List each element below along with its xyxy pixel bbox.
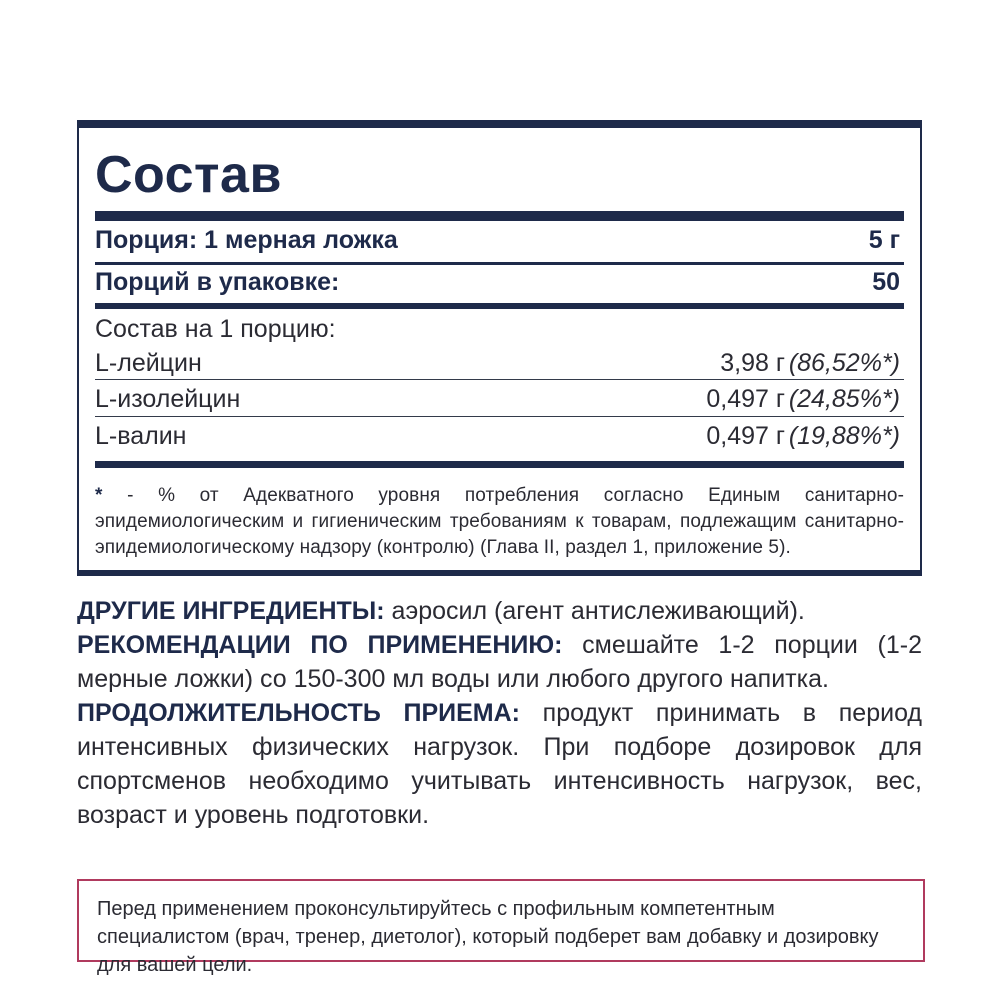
ingredient-row (95, 384, 900, 414)
usage-heading: РЕКОМЕНДАЦИИ ПО ПРИМЕНЕНИЮ: (77, 631, 563, 659)
ingredient-name: L-изолейцин (95, 385, 241, 413)
ingredient-percent: (24,85%*) (788, 385, 900, 413)
servings-per-pack-label: Порций в упаковке: (95, 268, 340, 296)
title-divider (95, 211, 904, 221)
ingredient-row (95, 421, 900, 451)
footnote-divider (95, 461, 904, 468)
footnote-text: - % от Адекватного уровня потребления согласно Единым санитарно-эпидемиологическим и гигиеническим требованиям к товарам, подлежащим санитарно-эпидемиологическому надзору (контролю) (Глава II, раздел 1, приложение 5). (95, 485, 904, 558)
servings-per-pack-value: 50 (872, 268, 900, 296)
footnote (95, 483, 904, 561)
footnote-marker: * (95, 485, 103, 506)
composition-title: Состав (95, 146, 282, 204)
product-info (77, 594, 922, 832)
servings-per-pack-row (95, 267, 900, 297)
ingredient-percent: (19,88%*) (788, 422, 900, 450)
ingredient-amount: 0,497 г (706, 422, 785, 450)
serving-size-row (95, 225, 900, 255)
ingredient-name: L-лейцин (95, 349, 202, 377)
duration-text: продукт принимать в период интенсивных физических нагрузок. При подборе дозировок для спортсменов необходимо учитывать интенсивность нагрузок, вес, возраст и уровень подготовки. (77, 699, 923, 829)
serving-size-value: 5 г (868, 226, 900, 254)
servings-divider (95, 303, 904, 309)
consultation-notice (77, 879, 925, 976)
composition-panel (77, 120, 922, 576)
duration-heading: ПРОДОЛЖИТЕЛЬНОСТЬ ПРИЕМА: (77, 699, 520, 727)
ingredient-amount: 3,98 г (720, 349, 785, 377)
per-serving-heading: Состав на 1 порцию: (95, 315, 336, 343)
other-ingredients (77, 594, 922, 628)
ingredient-percent: (86,52%*) (788, 349, 900, 377)
ingredient-amount: 0,497 г (706, 385, 785, 413)
other-ingredients-heading: ДРУГИЕ ИНГРЕДИЕНТЫ: (77, 597, 385, 625)
row-divider (95, 416, 904, 417)
per-serving-heading-row (95, 314, 900, 344)
other-ingredients-text: аэросил (агент антислеживающий). (384, 597, 805, 625)
ingredient-name: L-валин (95, 422, 187, 450)
row-divider (95, 379, 904, 380)
ingredient-row (95, 348, 900, 378)
consultation-notice-text: Перед применением проконсультируйтесь с профильным компетентным специалистом (врач, тренер, диетолог), который подберет вам добавку и дозировку для вашей цели. (97, 898, 879, 976)
serving-divider (95, 262, 904, 265)
serving-size-label: Порция: 1 мерная ложка (95, 226, 398, 254)
usage-recommendations (77, 628, 922, 696)
usage-text: смешайте 1-2 порции (1-2 мерные ложки) со 150-300 мл воды или любого другого напитка. (77, 631, 922, 693)
intake-duration (77, 696, 922, 832)
